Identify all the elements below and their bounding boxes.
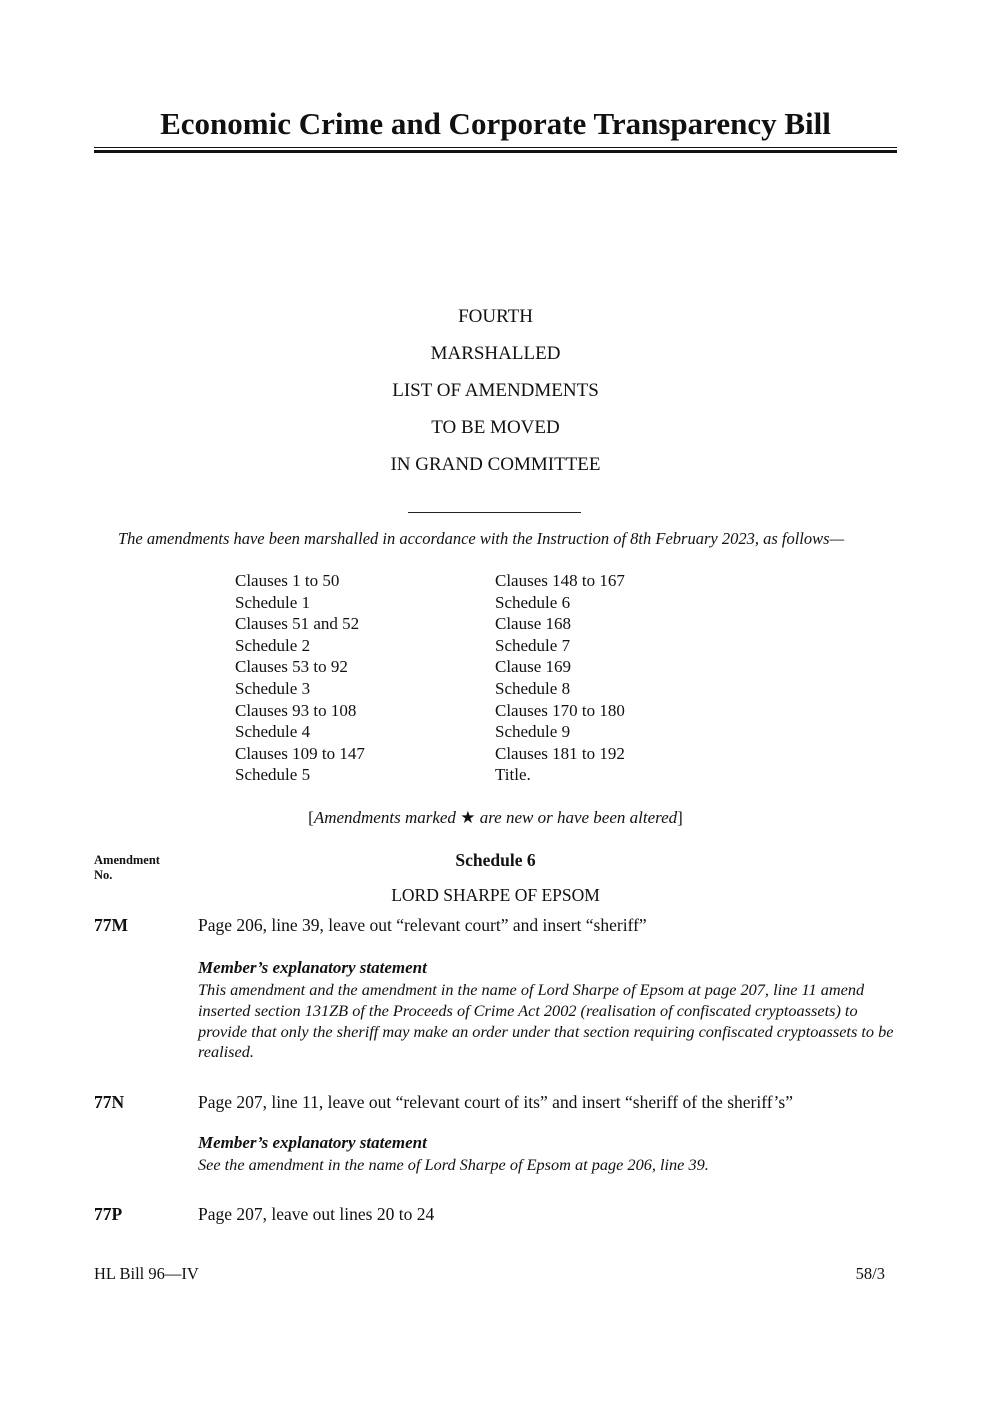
order-item: Schedule 5 bbox=[235, 765, 311, 785]
cover-line: FOURTH bbox=[458, 306, 533, 327]
order-item: Schedule 3 bbox=[235, 678, 311, 698]
amendment-column-label: Amendment No. bbox=[94, 853, 160, 882]
cover-line: TO BE MOVED bbox=[431, 417, 560, 438]
section-heading: Schedule 6 bbox=[455, 850, 536, 870]
explanatory-statement-heading: Member’s explanatory statement bbox=[198, 958, 427, 977]
title-rule-thick bbox=[94, 150, 897, 153]
cover-heading bbox=[94, 305, 897, 490]
explanatory-statement: This amendment and the amendment in the name of Lord Sharpe of Epsom at page 207, line 11 amend inserted section 131ZB of the Proceeds of Crime Act 2002 (realisation of confiscated cryptoassets) to provide that only the sheriff may make an order under that section requiring confiscated cryptoassets to be realised. bbox=[198, 980, 894, 1062]
order-item: Schedule 9 bbox=[495, 722, 571, 742]
cover-line: IN GRAND COMMITTEE bbox=[390, 454, 601, 475]
amendment-number: 77P bbox=[94, 1204, 123, 1224]
member-name: LORD SHARPE OF EPSOM bbox=[391, 885, 600, 905]
order-item: Clauses 181 to 192 bbox=[495, 743, 625, 763]
order-item: Schedule 8 bbox=[495, 678, 571, 698]
order-item: Schedule 2 bbox=[235, 635, 311, 655]
order-item: Schedule 4 bbox=[235, 722, 311, 742]
bill-title: Economic Crime and Corporate Transparency Bill bbox=[160, 106, 831, 141]
order-item: Clause 168 bbox=[495, 614, 572, 634]
amendment-text: Page 207, line 11, leave out “relevant court of its” and insert “sheriff of the sheriff’s” bbox=[198, 1092, 793, 1112]
order-item: Schedule 1 bbox=[235, 592, 311, 612]
order-item: Clauses 53 to 92 bbox=[235, 657, 348, 677]
amendment-number: 77M bbox=[94, 915, 129, 935]
order-list-right bbox=[495, 570, 625, 786]
star-note: [Amendments marked ★ are new or have been altered] bbox=[308, 808, 683, 827]
amendment-number: 77N bbox=[94, 1092, 125, 1112]
order-item: Clauses 93 to 108 bbox=[235, 700, 357, 720]
star-icon: ★ bbox=[460, 808, 476, 827]
title-rule-thin bbox=[94, 147, 897, 148]
marshalling-instruction: The amendments have been marshalled in accordance with the Instruction of 8th February 2023, as follows— bbox=[118, 529, 845, 548]
order-item: Clauses 170 to 180 bbox=[495, 700, 625, 720]
bill-reference: HL Bill 96—IV bbox=[94, 1264, 199, 1283]
cover-line: LIST OF AMENDMENTS bbox=[392, 380, 599, 401]
order-item: Clauses 51 and 52 bbox=[235, 614, 360, 634]
order-item: Clause 169 bbox=[495, 657, 572, 677]
cover-line: MARSHALLED bbox=[430, 343, 561, 364]
order-item: Clauses 109 to 147 bbox=[235, 743, 365, 763]
explanatory-statement: See the amendment in the name of Lord Sharpe of Epsom at page 206, line 39. bbox=[198, 1155, 709, 1174]
order-item: Title. bbox=[495, 765, 531, 785]
order-item: Schedule 7 bbox=[495, 635, 571, 655]
order-item: Schedule 6 bbox=[495, 592, 571, 612]
order-item: Clauses 148 to 167 bbox=[495, 571, 625, 590]
divider bbox=[408, 512, 581, 513]
page-reference: 58/3 bbox=[855, 1264, 885, 1283]
amendment-text: Page 207, leave out lines 20 to 24 bbox=[198, 1204, 435, 1224]
explanatory-statement-heading: Member’s explanatory statement bbox=[198, 1133, 427, 1152]
amendment-text: Page 206, line 39, leave out “relevant court” and insert “sheriff” bbox=[198, 915, 647, 935]
order-item: Clauses 1 to 50 bbox=[235, 571, 340, 590]
order-list-left bbox=[235, 570, 365, 786]
